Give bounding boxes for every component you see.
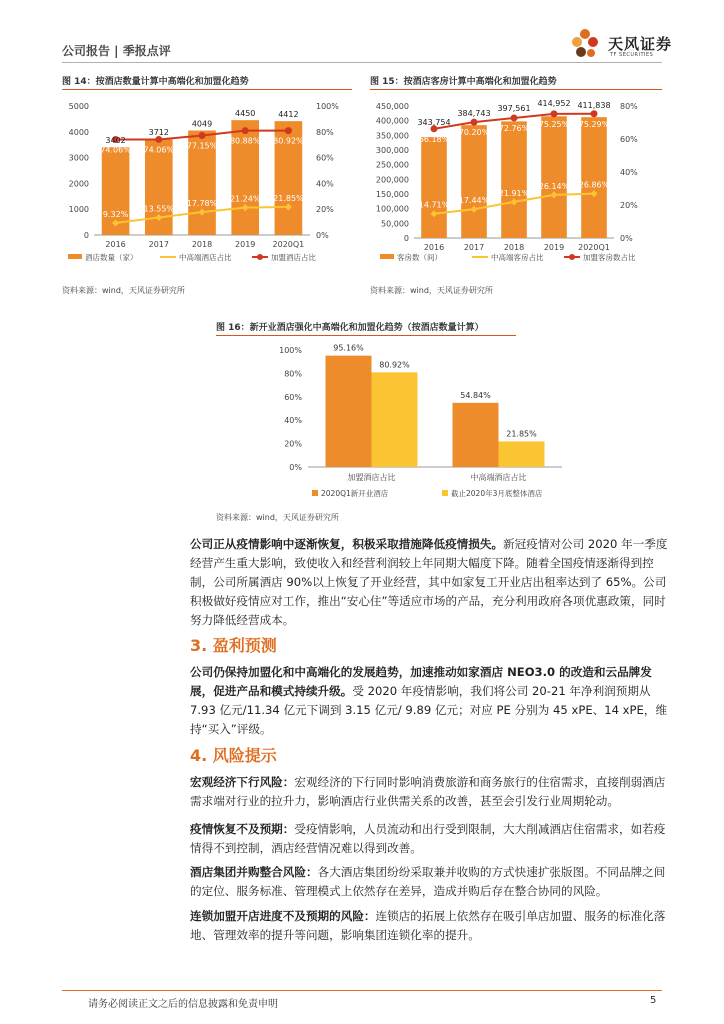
left-tick-label: 2000 [68, 179, 89, 189]
legend-label: 中高端客房占比 [491, 253, 544, 262]
fig14-title: 图 14：按酒店数量计算中高端化和加盟化趋势 [62, 77, 249, 87]
risk-franchise [190, 907, 670, 945]
risk-mna [190, 863, 670, 901]
midscale-value-label: 26.14% [538, 181, 570, 191]
paragraph-recovery-lead: 公司正从疫情影响中逐渐恢复，积极采取措施降低疫情损失。 [190, 537, 504, 551]
paragraph-forecast-lead: 公司仍保持加盟化和中高端化的发展趋势，加速推动如家酒店 NEO3.0 的改造和云品牌发展，促进产品和模式持续升级。 [190, 665, 652, 698]
franchise-value-label: 75.25% [538, 119, 570, 129]
right-tick-label: 40% [620, 168, 638, 177]
fig15-chart [364, 94, 664, 270]
category-label: 2019 [543, 243, 565, 252]
bar [453, 403, 499, 467]
right-tick-label: 80% [620, 102, 638, 111]
y-tick-label: 40% [284, 416, 302, 426]
risk-franchise-text: 连锁店的拓展上依然存在吸引单店加盟、服务的标准化落地、管理效率的提升等问题，影响集团连锁化率的提升。 [190, 909, 666, 942]
midscale-value-label: 17.78% [186, 199, 218, 209]
bar-value-label: 411,838 [577, 101, 611, 110]
midscale-value-label: 17.44% [458, 196, 490, 206]
franchise-value-label: 74.06% [143, 145, 175, 155]
footer-divider [62, 990, 662, 991]
bar-value-label: 54.84% [460, 390, 491, 400]
category-label: 2020Q1 [578, 243, 610, 252]
section-heading-risks: 4. 风险提示 [190, 746, 277, 765]
left-tick-label: 5000 [68, 102, 89, 111]
midscale-value-label: 26.86% [578, 180, 610, 190]
series-point [511, 114, 518, 121]
midscale-value-label: 21.91% [498, 188, 530, 198]
legend-label: 客房数（间） [397, 253, 442, 262]
bar [461, 125, 487, 238]
bar [372, 372, 418, 467]
risk-macro-text: 宏观经济的下行同时影响消费旅游和商务旅行的住宿需求，直接削弱酒店需求端对行业的拉升力，影响酒店行业供需关系的改善，甚至会引发行业周期轮动。 [190, 775, 666, 808]
category-label: 2016 [105, 240, 126, 249]
franchise-value-label: 80.92% [273, 136, 304, 146]
right-tick-label: 0% [316, 231, 329, 240]
left-tick-label: 450,000 [375, 102, 409, 111]
right-tick-label: 100% [316, 102, 339, 111]
left-tick-label: 300,000 [375, 146, 409, 155]
bar [581, 117, 607, 238]
series-point [242, 127, 249, 134]
paragraph-forecast-text: 受 2020 年疫情影响，我们将公司 20-21 年净利润预期从 7.93 亿元/11.34 亿元下调到 3.15 亿元/ 9.89 亿元；对应 PE 分别为 45 xPE、14 xPE，维持“买入”评级。 [190, 684, 668, 736]
franchise-value-label: 75.29% [578, 119, 610, 129]
franchise-value-label: 70.20% [458, 128, 490, 138]
risk-macro [190, 773, 670, 811]
y-tick-label: 100% [279, 346, 302, 355]
legend-label: 2020Q1新开业酒店 [321, 489, 389, 498]
legend-swatch-point [257, 254, 263, 260]
legend-swatch [442, 490, 448, 496]
bar [501, 121, 527, 238]
risk-epidemic-text: 受疫情影响，人员流动和出行受到限制，大大削减酒店住宿需求，如若疫情得不到控制，酒店经营情况难以得到改善。 [190, 822, 666, 855]
legend-label: 酒店数量（家） [85, 253, 138, 262]
category-label: 2018 [503, 243, 525, 252]
legend-swatch-bar [380, 254, 394, 259]
risk-epidemic [190, 820, 670, 858]
paragraph-recovery-text: 新冠疫情对公司 2020 年一季度经营产生重大影响，致使收入和经营利润较上年同期大幅度下降。随着全国疫情逐渐得到控制，公司所属酒店 90%以上恢复了开业经营，其中如家复工开业店出租率达到了 65%。公司积极做好疫情应对工作，推出“安心住”等适应市场的产品，充分利用政府各项优惠政策，同时努力降低经营成本。 [190, 537, 668, 627]
y-tick-label: 0% [289, 463, 302, 472]
series-point [551, 110, 558, 117]
left-tick-label: 400,000 [375, 116, 409, 126]
legend-swatch-point [569, 254, 575, 260]
right-tick-label: 40% [316, 179, 334, 189]
series-point [199, 132, 206, 139]
fig16-title: 图 16：新开业酒店强化中高端化和加盟化趋势（按酒店数量计算） [216, 323, 484, 333]
risk-epidemic-lead: 疫情恢复不及预期： [190, 822, 295, 836]
category-label: 中高端酒店占比 [470, 473, 527, 482]
left-tick-label: 350,000 [375, 131, 409, 141]
bar [421, 137, 447, 238]
right-tick-label: 20% [316, 205, 334, 215]
fig15-source: 资料来源：wind，天风证券研究所 [370, 286, 493, 295]
franchise-value-label: 72.76% [498, 123, 530, 133]
header-divider [62, 62, 662, 63]
left-tick-label: 3000 [68, 153, 89, 163]
fig16-source: 资料来源：wind，天风证券研究所 [216, 513, 339, 522]
legend-label: 截止2020年3月底整体酒店 [451, 489, 543, 498]
risk-mna-text: 各大酒店集团纷纷采取兼并收购的方式快速扩张版图。不同品牌之间的定位、服务标准、管理模式上依然存在差异，造成并购后存在整合协同的风险。 [190, 865, 666, 898]
bar-value-label: 3712 [148, 128, 169, 138]
legend-label: 加盟酒店占比 [271, 253, 316, 262]
report-type-label: 公司报告 | 季报点评 [62, 44, 171, 58]
brand-name: 天风证券 [608, 35, 673, 53]
bar [499, 441, 545, 467]
paragraph-recovery [190, 535, 670, 630]
category-label: 加盟酒店占比 [347, 473, 396, 482]
fig14-title-rule [62, 89, 352, 90]
bar-value-label: 4049 [191, 119, 213, 129]
fig16-title-rule [216, 335, 516, 336]
section-heading-forecast: 3. 盈利预测 [190, 636, 277, 655]
legend-swatch [312, 490, 318, 496]
y-tick-label: 20% [284, 439, 302, 449]
left-tick-label: 1000 [68, 205, 89, 215]
right-tick-label: 60% [620, 135, 638, 144]
category-label: 2018 [191, 240, 213, 249]
franchise-value-label: 80.88% [229, 136, 261, 146]
bar-value-label: 414,952 [537, 99, 571, 108]
y-tick-label: 60% [284, 392, 302, 402]
franchise-value-label: 74.06% [100, 145, 131, 155]
category-label: 2017 [463, 243, 485, 252]
page-number: 5 [650, 995, 657, 1006]
category-label: 2019 [235, 240, 256, 249]
left-tick-label: 4000 [68, 127, 89, 137]
bar-value-label: 4450 [235, 109, 256, 119]
bar [541, 116, 567, 238]
risk-macro-lead: 宏观经济下行风险： [190, 775, 295, 789]
midscale-value-label: 21.85% [273, 193, 304, 203]
left-tick-label: 50,000 [381, 219, 409, 229]
risk-franchise-lead: 连锁加盟开店进度不及预期的风险： [190, 909, 376, 923]
series-point [591, 110, 598, 117]
series-point [285, 127, 292, 134]
midscale-value-label: 9.32% [102, 209, 129, 219]
y-tick-label: 80% [284, 369, 302, 379]
right-tick-label: 20% [620, 201, 638, 210]
fig14-chart [62, 94, 352, 270]
legend-label: 中高端酒店占比 [179, 253, 232, 262]
footer-disclaimer: 请务必阅读正文之后的信息披露和免责申明 [88, 999, 278, 1010]
bar-value-label: 343,754 [417, 118, 451, 127]
right-tick-label: 60% [316, 153, 334, 163]
right-tick-label: 0% [620, 234, 633, 243]
bar-value-label: 95.16% [333, 343, 364, 353]
risk-mna-lead: 酒店集团并购整合风险： [190, 865, 318, 879]
bar-value-label: 397,561 [497, 104, 531, 113]
fig14-source: 资料来源：wind，天风证券研究所 [62, 286, 185, 295]
midscale-value-label: 21.24% [229, 194, 261, 204]
franchise-value-label: 77.15% [186, 141, 218, 151]
category-label: 2016 [423, 243, 445, 252]
fig15-title: 图 15：按酒店客房计算中高端化和加盟化趋势 [370, 77, 557, 87]
left-tick-label: 150,000 [375, 190, 409, 199]
franchise-value-label: 66.18% [418, 134, 450, 144]
bar-value-label: 80.92% [379, 360, 410, 370]
series-point [471, 119, 478, 126]
fig15-title-rule [370, 89, 662, 90]
left-tick-label: 0 [403, 234, 409, 243]
bar-value-label: 3402 [105, 136, 126, 146]
brand-name-en: TF SECURITIES [610, 52, 654, 58]
category-label: 2020Q1 [272, 240, 305, 249]
bar-value-label: 21.85% [506, 429, 537, 439]
legend-label: 加盟客房数占比 [583, 253, 636, 262]
left-tick-label: 250,000 [375, 160, 409, 170]
left-tick-label: 0 [83, 231, 89, 240]
fig16-chart [270, 338, 570, 506]
bar [326, 356, 372, 467]
bar-value-label: 384,743 [457, 109, 491, 118]
midscale-value-label: 13.55% [143, 204, 175, 214]
left-tick-label: 200,000 [375, 175, 409, 185]
left-tick-label: 100,000 [375, 204, 409, 214]
legend-swatch-bar [68, 254, 82, 259]
midscale-value-label: 14.71% [418, 200, 450, 210]
paragraph-forecast [190, 663, 670, 739]
category-label: 2017 [148, 240, 169, 249]
bar-value-label: 4412 [278, 110, 299, 120]
right-tick-label: 80% [316, 127, 334, 137]
